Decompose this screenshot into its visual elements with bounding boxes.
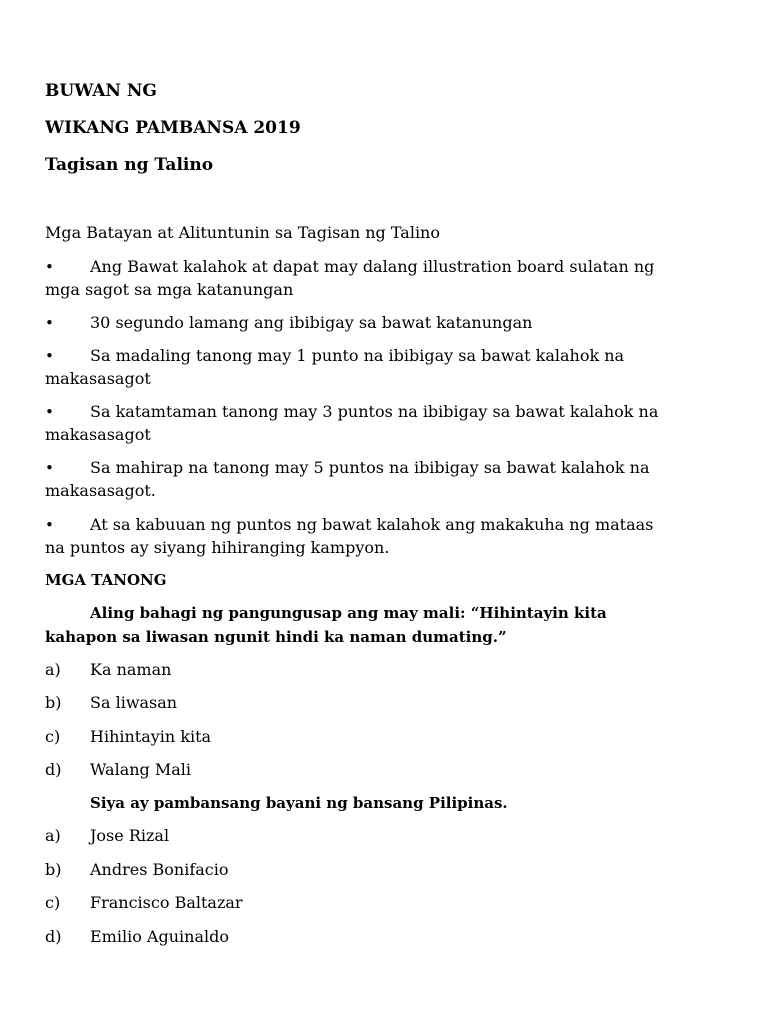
choice-letter: d) <box>45 760 62 779</box>
rule-text-line-1: Ang Bawat kalahok at dapat may dalang illustration board sulatan ng <box>90 257 655 276</box>
questions-heading: MGA TANONG <box>45 571 167 589</box>
rules-title: Mga Batayan at Alituntunin sa Tagisan ng Talino <box>45 223 440 242</box>
choice-text: Andres Bonifacio <box>90 860 229 879</box>
choice-text: Hihintayin kita <box>90 727 212 746</box>
question-prompt-line-1: Aling bahagi ng pangungusap ang may mali: “Hihintayin kita <box>90 604 607 622</box>
choice-letter: c) <box>45 727 61 746</box>
bullet-marker: • <box>45 258 54 276</box>
rule-text-line-1: Sa madaling tanong may 1 punto na ibibigay sa bawat kalahok na <box>90 346 625 365</box>
choice-text: Walang Mali <box>90 760 192 779</box>
choice-text: Emilio Aguinaldo <box>90 927 229 946</box>
choice-letter: a) <box>45 660 61 679</box>
rule-text-line-1: Sa katamtaman tanong may 3 puntos na ibibigay sa bawat kalahok na <box>90 402 659 421</box>
title-line-3: Tagisan ng Talino <box>45 155 214 175</box>
choice-text: Francisco Baltazar <box>90 893 243 912</box>
bullet-marker: • <box>45 347 54 365</box>
title-line-1: BUWAN NG <box>45 81 157 101</box>
rule-text-line-2: makasasagot <box>45 369 151 388</box>
choice-letter: c) <box>45 893 61 912</box>
bullet-marker: • <box>45 459 54 477</box>
question-prompt-line-1: Siya ay pambansang bayani ng bansang Pilipinas. <box>90 794 508 812</box>
choice-letter: b) <box>45 693 62 712</box>
choice-letter: a) <box>45 826 61 845</box>
title-line-2: WIKANG PAMBANSA 2019 <box>45 118 301 138</box>
rule-text-line-1: Sa mahirap na tanong may 5 puntos na ibibigay sa bawat kalahok na <box>90 458 650 477</box>
choice-text: Sa liwasan <box>90 693 178 712</box>
choice-letter: d) <box>45 927 62 946</box>
question-prompt-line-2: kahapon sa liwasan ngunit hindi ka naman dumating.” <box>45 628 507 646</box>
rule-text-line-2: makasasagot <box>45 425 151 444</box>
bullet-marker: • <box>45 516 54 534</box>
rule-text-line-2: na puntos ay siyang hihiranging kampyon. <box>45 538 390 557</box>
rule-text-line-1: 30 segundo lamang ang ibibigay sa bawat katanungan <box>90 313 533 332</box>
bullet-marker: • <box>45 314 54 332</box>
rule-text-line-2: mga sagot sa mga katanungan <box>45 280 294 299</box>
rule-text-line-1: At sa kabuuan ng puntos ng bawat kalahok ang makakuha ng mataas <box>90 515 654 534</box>
choice-text: Ka naman <box>90 660 172 679</box>
rule-text-line-2: makasasagot. <box>45 481 156 500</box>
choice-letter: b) <box>45 860 62 879</box>
bullet-marker: • <box>45 403 54 421</box>
choice-text: Jose Rizal <box>90 826 170 845</box>
